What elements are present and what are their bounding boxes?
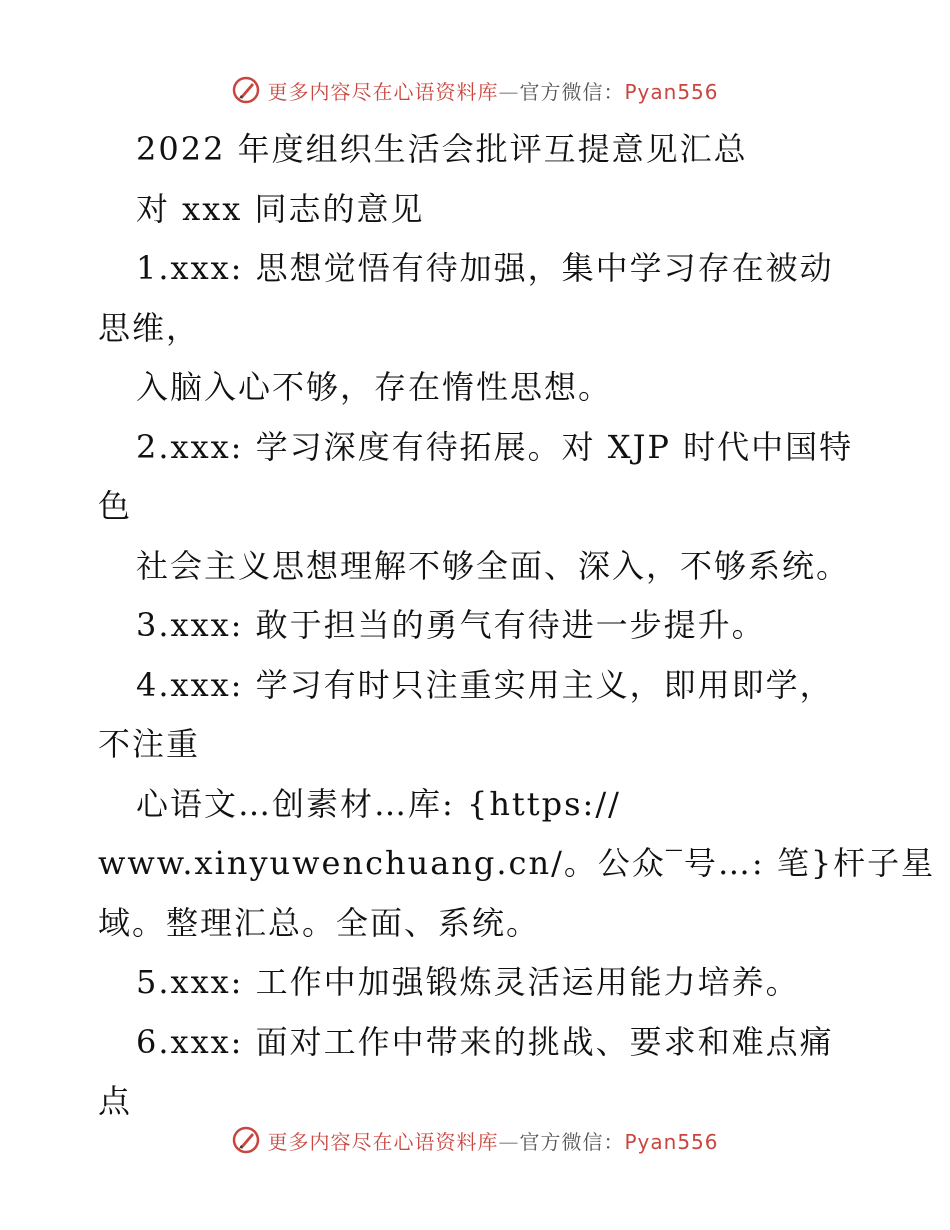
paragraph-line: 域。整理汇总。全面、系统。 [98,903,541,942]
quill-circle-icon [231,75,261,105]
paragraph-line: 心语文…创素材…库: {https:// [136,784,621,823]
section-heading: 对 xxx 同志的意见 [136,189,425,228]
paragraph-line: 思维， [98,308,201,347]
document-title: 2022 年度组织生活会批评互提意见汇总 [136,130,748,168]
paragraph-line: 5.xxx: 工作中加强锻炼灵活运用能力培养。 [136,963,800,1001]
watermark-text: 更多内容尽在心语资料库—官方微信：Pyan556 [267,1129,719,1154]
paragraph-line: www.xinyuwenchuang.cn/。公众‾号…: 笔}杆子星 [98,844,936,882]
watermark-banner-top [0,70,950,110]
paragraph-line: 6.xxx: 面对工作中带来的挑战、要求和难点痛 [136,1022,834,1061]
paragraph-line: 2.xxx: 学习深度有待拓展。对 XJP 时代中国特 [136,427,854,466]
paragraph-line: 3.xxx: 敢于担当的勇气有待进一步提升。 [136,606,766,644]
document-body [98,120,936,1132]
watermark-banner-bottom [0,1120,950,1160]
watermark-text: 更多内容尽在心语资料库—官方微信：Pyan556 [267,79,719,104]
paragraph-line: 不注重 [98,725,201,763]
paragraph-line: 入脑入心不够，存在惰性思想。 [136,368,613,406]
paragraph-line: 色 [98,487,133,525]
paragraph-line: 点 [98,1082,133,1120]
paragraph-line: 4.xxx: 学习有时只注重实用主义，即用即学， [136,665,834,704]
paragraph-line: 社会主义思想理解不够全面、深入，不够系统。 [136,546,851,585]
paragraph-line: 1.xxx: 思想觉悟有待加强，集中学习存在被动 [136,249,834,287]
quill-circle-icon [231,1125,261,1155]
